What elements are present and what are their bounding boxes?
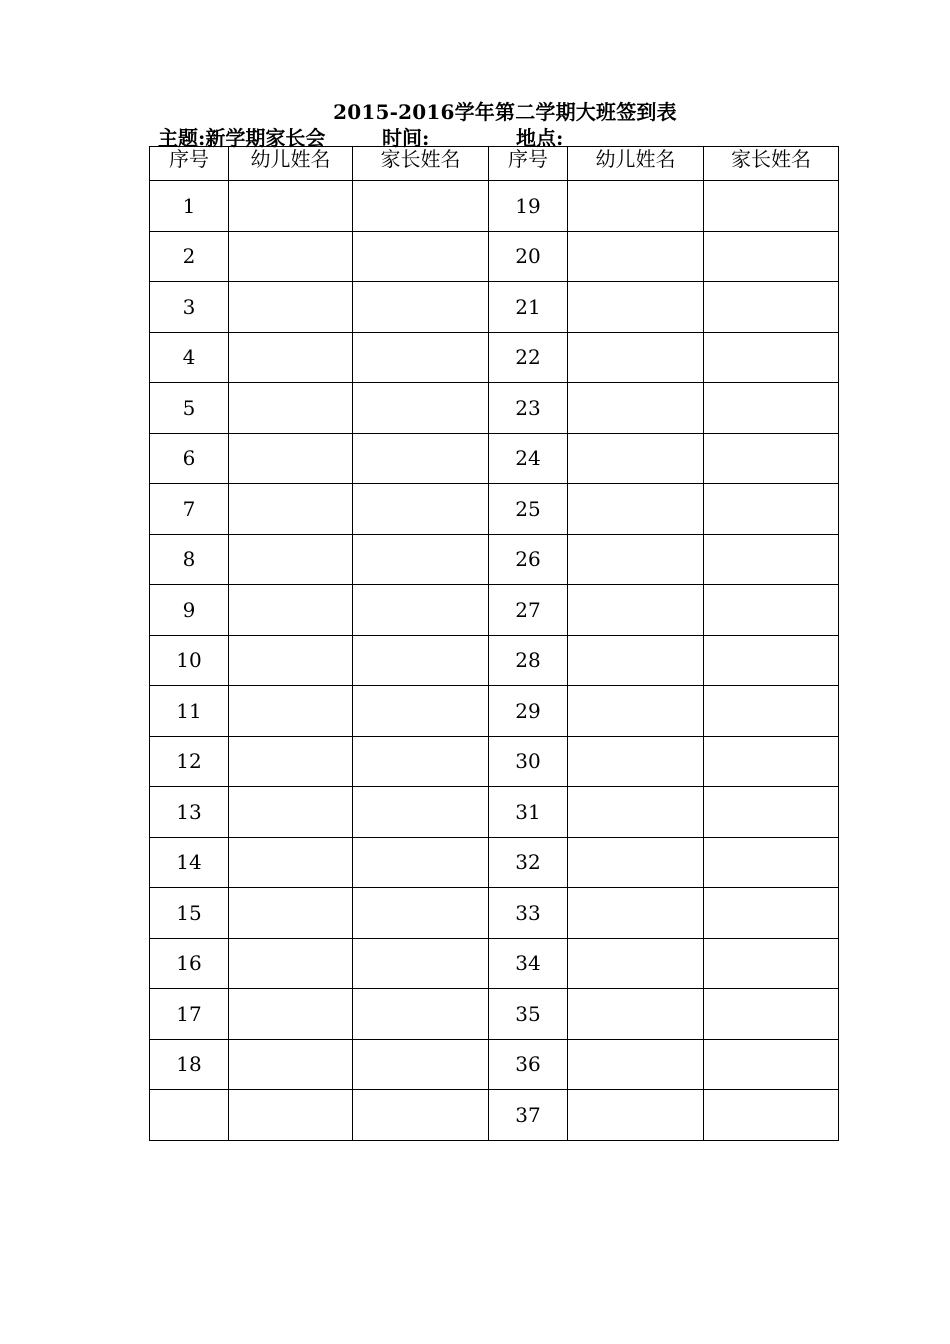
child-name-cell[interactable] (568, 686, 704, 737)
child-name-cell[interactable] (568, 1039, 704, 1090)
table-row (150, 837, 839, 888)
table-row (150, 1090, 839, 1141)
parent-name-cell[interactable] (353, 635, 489, 686)
child-name-cell[interactable] (229, 736, 353, 787)
table-row (150, 1039, 839, 1090)
header-parent-name-left: 家长姓名 (353, 147, 489, 181)
parent-name-cell[interactable] (704, 787, 839, 838)
parent-name-cell[interactable] (353, 282, 489, 333)
parent-name-cell[interactable] (353, 433, 489, 484)
seq-cell: 13 (150, 787, 229, 838)
parent-name-cell[interactable] (353, 989, 489, 1040)
child-name-cell[interactable] (229, 787, 353, 838)
parent-name-cell[interactable] (704, 635, 839, 686)
child-name-cell[interactable] (568, 332, 704, 383)
table-row (150, 282, 839, 333)
seq-cell: 33 (489, 888, 568, 939)
parent-name-cell[interactable] (704, 534, 839, 585)
table-row (150, 585, 839, 636)
child-name-cell[interactable] (568, 989, 704, 1040)
child-name-cell[interactable] (229, 686, 353, 737)
child-name-cell[interactable] (568, 635, 704, 686)
parent-name-cell[interactable] (353, 332, 489, 383)
child-name-cell[interactable] (229, 433, 353, 484)
meeting-place-label: 地点: (516, 126, 564, 150)
table-row (150, 383, 839, 434)
seq-cell: 23 (489, 383, 568, 434)
table-row (150, 231, 839, 282)
parent-name-cell[interactable] (704, 181, 839, 232)
seq-cell: 14 (150, 837, 229, 888)
child-name-cell[interactable] (229, 888, 353, 939)
table-row (150, 989, 839, 1040)
child-name-cell[interactable] (568, 534, 704, 585)
table-header-row (150, 147, 839, 181)
parent-name-cell[interactable] (704, 938, 839, 989)
parent-name-cell[interactable] (353, 1039, 489, 1090)
child-name-cell[interactable] (568, 787, 704, 838)
seq-cell: 35 (489, 989, 568, 1040)
seq-cell: 34 (489, 938, 568, 989)
child-name-cell[interactable] (568, 181, 704, 232)
child-name-cell[interactable] (568, 736, 704, 787)
seq-cell: 5 (150, 383, 229, 434)
header-child-name-right: 幼儿姓名 (568, 147, 704, 181)
parent-name-cell[interactable] (704, 433, 839, 484)
header-seq-left: 序号 (150, 147, 229, 181)
table-row (150, 181, 839, 232)
parent-name-cell[interactable] (353, 787, 489, 838)
parent-name-cell[interactable] (704, 686, 839, 737)
seq-cell: 15 (150, 888, 229, 939)
seq-cell: 32 (489, 837, 568, 888)
seq-cell: 29 (489, 686, 568, 737)
child-name-cell[interactable] (568, 484, 704, 535)
child-name-cell[interactable] (568, 938, 704, 989)
seq-cell: 8 (150, 534, 229, 585)
parent-name-cell[interactable] (353, 231, 489, 282)
seq-cell: 4 (150, 332, 229, 383)
child-name-cell[interactable] (568, 282, 704, 333)
header-child-name-left: 幼儿姓名 (229, 147, 353, 181)
seq-cell: 16 (150, 938, 229, 989)
child-name-cell[interactable] (229, 231, 353, 282)
parent-name-cell[interactable] (353, 585, 489, 636)
seq-cell: 28 (489, 635, 568, 686)
child-name-cell[interactable] (229, 181, 353, 232)
child-name-cell[interactable] (568, 888, 704, 939)
child-name-cell[interactable] (229, 989, 353, 1040)
seq-cell: 2 (150, 231, 229, 282)
child-name-cell[interactable] (229, 1090, 353, 1141)
parent-name-cell[interactable] (704, 736, 839, 787)
child-name-cell[interactable] (229, 383, 353, 434)
parent-name-cell[interactable] (353, 534, 489, 585)
seq-cell: 7 (150, 484, 229, 535)
parent-name-cell[interactable] (353, 938, 489, 989)
child-name-cell[interactable] (229, 1039, 353, 1090)
child-name-cell[interactable] (229, 332, 353, 383)
seq-cell: 36 (489, 1039, 568, 1090)
parent-name-cell[interactable] (704, 383, 839, 434)
parent-name-cell[interactable] (704, 1090, 839, 1141)
parent-name-cell[interactable] (704, 1039, 839, 1090)
parent-name-cell[interactable] (353, 181, 489, 232)
seq-cell: 27 (489, 585, 568, 636)
header-parent-name-right: 家长姓名 (704, 147, 839, 181)
child-name-cell[interactable] (229, 938, 353, 989)
meeting-theme: 主题:新学期家长会 (158, 126, 326, 150)
parent-name-cell[interactable] (704, 484, 839, 535)
parent-name-cell[interactable] (704, 282, 839, 333)
child-name-cell[interactable] (229, 534, 353, 585)
seq-cell: 31 (489, 787, 568, 838)
seq-cell: 26 (489, 534, 568, 585)
seq-cell: 17 (150, 989, 229, 1040)
child-name-cell[interactable] (568, 231, 704, 282)
parent-name-cell[interactable] (353, 484, 489, 535)
seq-cell: 30 (489, 736, 568, 787)
seq-cell: 22 (489, 332, 568, 383)
table-row (150, 484, 839, 535)
parent-name-cell[interactable] (353, 736, 489, 787)
sign-in-table (149, 146, 839, 1141)
parent-name-cell[interactable] (353, 383, 489, 434)
table-row (150, 332, 839, 383)
seq-cell: 20 (489, 231, 568, 282)
table-row (150, 888, 839, 939)
seq-cell: 37 (489, 1090, 568, 1141)
seq-cell: 21 (489, 282, 568, 333)
page-title: 2015-2016学年第二学期大班签到表 (333, 100, 677, 124)
seq-cell: 24 (489, 433, 568, 484)
seq-cell: 3 (150, 282, 229, 333)
child-name-cell[interactable] (568, 1090, 704, 1141)
seq-cell: 12 (150, 736, 229, 787)
table-row (150, 433, 839, 484)
seq-cell: 18 (150, 1039, 229, 1090)
table-body (150, 181, 839, 1141)
seq-cell (150, 1090, 229, 1141)
parent-name-cell[interactable] (704, 231, 839, 282)
parent-name-cell[interactable] (704, 837, 839, 888)
table-row (150, 686, 839, 737)
parent-name-cell[interactable] (704, 585, 839, 636)
child-name-cell[interactable] (568, 383, 704, 434)
table-row (150, 938, 839, 989)
table-row (150, 534, 839, 585)
table-row (150, 635, 839, 686)
parent-name-cell[interactable] (353, 888, 489, 939)
child-name-cell[interactable] (568, 585, 704, 636)
parent-name-cell[interactable] (353, 1090, 489, 1141)
seq-cell: 6 (150, 433, 229, 484)
child-name-cell[interactable] (229, 282, 353, 333)
seq-cell: 10 (150, 635, 229, 686)
seq-cell: 1 (150, 181, 229, 232)
parent-name-cell[interactable] (704, 989, 839, 1040)
child-name-cell[interactable] (229, 837, 353, 888)
seq-cell: 9 (150, 585, 229, 636)
parent-name-cell[interactable] (353, 686, 489, 737)
parent-name-cell[interactable] (704, 888, 839, 939)
header-seq-right: 序号 (489, 147, 568, 181)
child-name-cell[interactable] (568, 433, 704, 484)
seq-cell: 19 (489, 181, 568, 232)
child-name-cell[interactable] (229, 585, 353, 636)
seq-cell: 11 (150, 686, 229, 737)
table-row (150, 787, 839, 838)
parent-name-cell[interactable] (704, 332, 839, 383)
parent-name-cell[interactable] (353, 837, 489, 888)
meeting-time-label: 时间: (382, 126, 430, 150)
table-row (150, 736, 839, 787)
child-name-cell[interactable] (568, 837, 704, 888)
child-name-cell[interactable] (229, 635, 353, 686)
seq-cell: 25 (489, 484, 568, 535)
child-name-cell[interactable] (229, 484, 353, 535)
